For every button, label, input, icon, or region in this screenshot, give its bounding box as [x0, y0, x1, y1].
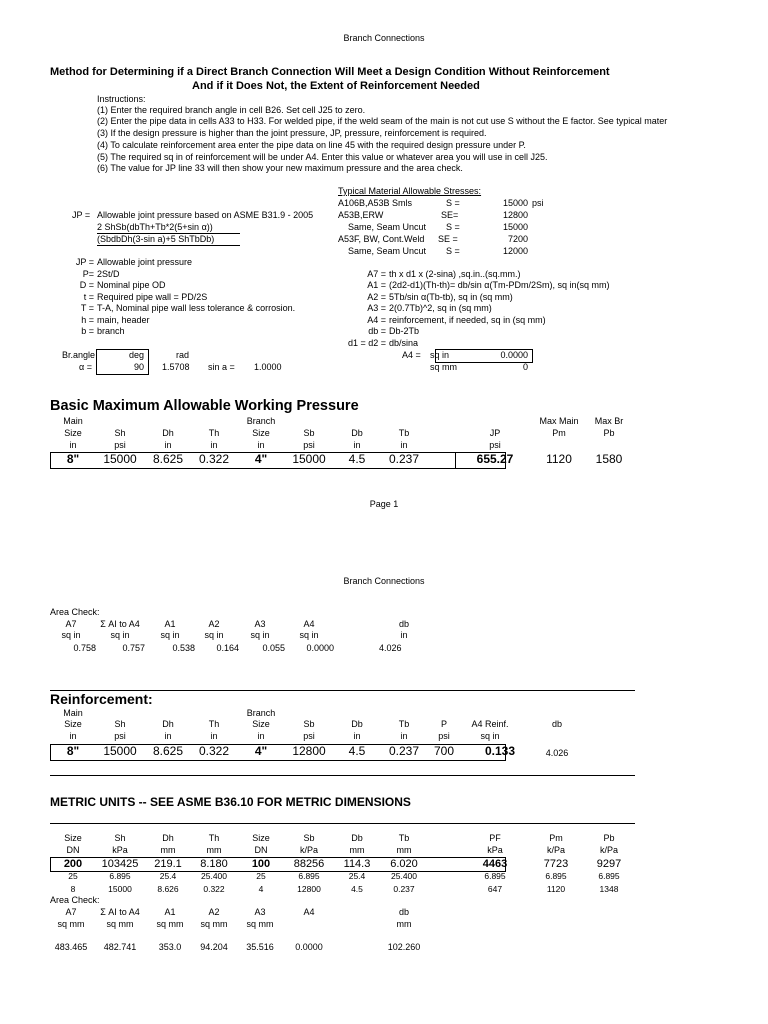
- metric-pf-value: 4463: [482, 858, 508, 870]
- reinf-head-3-4: in: [257, 731, 265, 741]
- reinf-value-0[interactable]: 8": [66, 744, 80, 758]
- basic-head-1-10: Max Br: [594, 416, 624, 426]
- metric-factor-7: 25.400: [391, 871, 417, 881]
- metric-head-1-5: Sb: [303, 833, 315, 843]
- area-check-header-4: A3: [254, 619, 266, 629]
- metric-factor-9: 6.895: [545, 871, 567, 881]
- def-sym-d: D =: [79, 280, 94, 290]
- jp-numerator: 2 ShSb(dbTh+Tb*2(5+sin α)): [97, 222, 213, 232]
- metric-head-2-5: k/Pa: [299, 845, 318, 855]
- def-text-h: main, header: [97, 315, 150, 325]
- basic-value-0[interactable]: 8": [66, 452, 80, 466]
- metric-head-1-0: Size: [64, 833, 82, 843]
- metric-title: METRIC UNITS -- SEE ASME B36.10 FOR METRIC DIMENSIONS: [50, 795, 411, 809]
- basic-head-1-0: Main: [63, 416, 83, 426]
- main-title-line2: And if it Does Not, the Extent of Reinforcement Needed: [192, 80, 480, 92]
- material-value-2: 12800: [502, 210, 528, 220]
- a4-reinforcement-value: 0.133: [484, 744, 515, 758]
- deg-label: deg: [128, 350, 144, 360]
- a4-input-label: A4 =: [402, 350, 421, 360]
- material-sym-2: SE=: [441, 210, 459, 220]
- alpha-label: α =: [79, 362, 92, 372]
- material-value-1: 15000: [502, 198, 528, 208]
- area-check-unit-2: sq in: [160, 630, 180, 640]
- branch-angle-value[interactable]: 90: [133, 362, 144, 372]
- metric-ac-header-1: Σ AI to A4: [100, 907, 140, 917]
- rad-value: 1.5708: [162, 362, 190, 372]
- metric-area-check-label: Area Check:: [50, 895, 100, 905]
- metric-value-1: 103425: [101, 858, 139, 870]
- metric-head-2-7: mm: [396, 845, 412, 855]
- def-sym-a7: A7 =: [367, 269, 386, 279]
- reinf-value-2[interactable]: 8.625: [152, 744, 184, 758]
- metric-ac-value-1: 482.741: [103, 942, 137, 952]
- metric-ac-unit-2: sq mm: [156, 919, 184, 929]
- def-sym-p: P=: [82, 269, 94, 279]
- a4-unit-sqin: sq in: [430, 350, 450, 360]
- reinf-head-3-6: in: [353, 731, 361, 741]
- running-title-1: Branch Connections: [343, 33, 425, 43]
- area-check-header-5: A4: [303, 619, 315, 629]
- reinf-head-2-4: Size: [252, 719, 270, 729]
- metric-ac-header-6: db: [398, 907, 409, 917]
- area-check-value-3: 0.164: [216, 643, 239, 653]
- metric-head-1-8: PF: [489, 833, 501, 843]
- a4-unit-sqmm: sq mm: [430, 362, 457, 372]
- metric-ac-value-0: 483.465: [54, 942, 88, 952]
- basic-head-3-8: psi: [489, 440, 501, 450]
- def-sym-t: t =: [83, 292, 94, 302]
- reinf-value-1[interactable]: 15000: [103, 744, 137, 758]
- metric-ac-value-4: 35.516: [246, 942, 274, 952]
- def-sym-a1: A1 =: [367, 280, 386, 290]
- metric-head-1-9: Pm: [549, 833, 563, 843]
- def-sym-d1d2: d1 = d2 =: [347, 338, 386, 348]
- basic-head-3-1: psi: [114, 440, 126, 450]
- material-value-5: 12000: [502, 246, 528, 256]
- basic-head-3-2: in: [164, 440, 172, 450]
- metric-head-2-3: mm: [206, 845, 222, 855]
- area-check-header-1: Σ AI to A4: [100, 619, 140, 629]
- instruction-4: (4) To calculate reinforcement area enter the pipe data on line 45 with the required design pressure under P.: [97, 140, 526, 150]
- area-check-unit-1: sq in: [110, 630, 130, 640]
- material-name-1: A106B,A53B Smls: [338, 198, 413, 208]
- metric-value-10: 9297: [596, 858, 622, 870]
- basic-head-3-6: in: [353, 440, 361, 450]
- material-name-4: A53F, BW, Cont.Weld: [338, 234, 425, 244]
- def-text-db: Db-2Tb: [389, 326, 420, 336]
- area-check-value-4: 0.055: [262, 643, 285, 653]
- basic-head-2-6: Db: [351, 428, 363, 438]
- def-text-a7: th x d1 x (2-sina) ,sq.in..(sq.mm.): [389, 269, 521, 279]
- metric-ac-unit-3: sq mm: [200, 919, 228, 929]
- basic-head-3-3: in: [210, 440, 218, 450]
- area-check-header-3: A2: [208, 619, 220, 629]
- metric-input-0: 8: [70, 884, 76, 894]
- instruction-1: (1) Enter the required branch angle in cell B26. Set cell J25 to zero.: [97, 105, 366, 115]
- basic-value-2[interactable]: 8.625: [152, 452, 184, 466]
- reinf-value-8[interactable]: 700: [433, 744, 455, 758]
- reinf-head-2-8: P: [440, 719, 447, 729]
- metric-input-4: 4: [258, 884, 264, 894]
- metric-ac-header-2: A1: [164, 907, 176, 917]
- metric-value-5: 88256: [293, 858, 325, 870]
- metric-value-3: 8.180: [200, 858, 228, 870]
- material-name-2: A53B,ERW: [338, 210, 384, 220]
- area-check-header-0: A7: [65, 619, 77, 629]
- def-sym-T: T =: [80, 303, 94, 313]
- area-check-header-2: A1: [164, 619, 176, 629]
- metric-factor-6: 25.4: [348, 871, 366, 881]
- basic-section-title: Basic Maximum Allowable Working Pressure: [50, 398, 359, 414]
- basic-head-1-4: Branch: [246, 416, 276, 426]
- running-title-2: Branch Connections: [343, 576, 425, 586]
- metric-input-5: 12800: [297, 884, 321, 894]
- metric-head-2-10: k/Pa: [599, 845, 618, 855]
- def-text-a3: 2(0.7Tb)^2, sq in (sq mm): [389, 303, 492, 313]
- reinf-head-2-9: A4 Reinf.: [471, 719, 509, 729]
- area-check-unit-0: sq in: [61, 630, 81, 640]
- metric-head-1-7: Tb: [398, 833, 410, 843]
- metric-ac-unit-1: sq mm: [106, 919, 134, 929]
- area-check-value-2: 0.538: [172, 643, 195, 653]
- def-text-p: 2St/D: [97, 269, 120, 279]
- basic-value-6[interactable]: 4.5: [348, 452, 366, 466]
- basic-value-9: 1120: [546, 452, 572, 466]
- instruction-5: (5) The required sq in of reinforcement will be under A4. Enter this value or whatever area you will use in cell J25.: [97, 152, 548, 162]
- basic-head-3-7: in: [400, 440, 408, 450]
- a4-value-sqin[interactable]: 0.0000: [500, 350, 528, 360]
- metric-value-6: 114.3: [343, 858, 371, 870]
- metric-ac-value-3: 94.204: [200, 942, 228, 952]
- metric-input-6: 4.5: [351, 884, 363, 894]
- area-check-value-5: 0.0000: [306, 643, 334, 653]
- def-text-a2: 5Tb/sin α(Tb-tb), sq in (sq mm): [389, 292, 513, 302]
- area-check-unit-4: sq in: [250, 630, 270, 640]
- def-text-T: T-A, Nominal pipe wall less tolerance & corrosion.: [97, 303, 296, 313]
- material-sym-3: S =: [446, 222, 460, 232]
- page-footer: Page 1: [369, 499, 399, 509]
- reinf-head-2-7: Tb: [398, 719, 410, 729]
- metric-head-2-8: kPa: [487, 845, 503, 855]
- metric-factor-1: 6.895: [109, 871, 131, 881]
- basic-head-2-8: JP: [489, 428, 501, 438]
- def-text-d: Nominal pipe OD: [97, 280, 166, 290]
- basic-head-2-0: Size: [64, 428, 82, 438]
- reinf-value-5[interactable]: 12800: [292, 744, 326, 758]
- reinf-head-2-10: db: [551, 719, 562, 729]
- reinf-head-3-1: psi: [114, 731, 126, 741]
- reinf-head-2-3: Th: [208, 719, 220, 729]
- metric-factor-3: 25.400: [201, 871, 227, 881]
- metric-value-4: 100: [251, 858, 271, 870]
- def-sym-h: h =: [81, 315, 94, 325]
- reinf-head-2-5: Sb: [303, 719, 315, 729]
- metric-head-2-6: mm: [349, 845, 365, 855]
- basic-value-5[interactable]: 15000: [292, 452, 326, 466]
- sin-value: 1.0000: [254, 362, 282, 372]
- def-text-jp: Allowable joint pressure: [97, 257, 193, 267]
- metric-head-1-4: Size: [252, 833, 270, 843]
- def-text-b: branch: [97, 326, 125, 336]
- reinf-head-2-6: Db: [351, 719, 363, 729]
- rad-label: rad: [176, 350, 190, 360]
- main-title-line1: Method for Determining if a Direct Branch Connection Will Meet a Design Condition Without Reinforcement: [50, 66, 610, 78]
- instruction-2: (2) Enter the pipe data in cells A33 to H33. For welded pipe, if the weld seam of the main is not cut use S without the E factor. See typical mater: [97, 116, 668, 126]
- def-text-a4: reinforcement, if needed, sq in (sq mm): [389, 315, 546, 325]
- metric-value-2: 219.1: [154, 858, 182, 870]
- metric-ac-value-2: 353.0: [158, 942, 182, 952]
- metric-value-9: 7723: [543, 858, 569, 870]
- metric-head-1-10: Pb: [603, 833, 615, 843]
- jp-result-value: 655.27: [476, 452, 514, 466]
- reinf-head-3-3: in: [210, 731, 218, 741]
- metric-ac-header-0: A7: [65, 907, 77, 917]
- a4-value-sqmm: 0: [522, 362, 528, 372]
- reinforcement-bottom-rule: [50, 775, 635, 776]
- metric-factor-0: 25: [68, 871, 78, 881]
- metric-input-10: 1348: [599, 884, 619, 894]
- metric-value-7: 6.020: [390, 858, 418, 870]
- material-sym-1: S =: [446, 198, 460, 208]
- material-sym-5: S =: [446, 246, 460, 256]
- metric-factor-8: 6.895: [484, 871, 506, 881]
- metric-head-2-0: DN: [66, 845, 80, 855]
- jp-denominator: (SbdbDh(3-sin a)+5 ShTbDb): [97, 234, 215, 244]
- reinf-head-2-2: Dh: [162, 719, 174, 729]
- reinf-head-2-1: Sh: [114, 719, 126, 729]
- instructions-label: Instructions:: [97, 94, 146, 104]
- basic-value-3[interactable]: 0.322: [198, 452, 230, 466]
- area-check-unit-5: sq in: [299, 630, 319, 640]
- metric-ac-value-5: 0.0000: [295, 942, 323, 952]
- reinf-head-1-4: Branch: [246, 708, 276, 718]
- metric-input-8: 647: [487, 884, 503, 894]
- jp-text: Allowable joint pressure based on ASME B31.9 - 2005: [97, 210, 314, 220]
- basic-head-1-9: Max Main: [539, 416, 579, 426]
- basic-head-2-10: Pb: [603, 428, 615, 438]
- def-text-a1: (2d2-d1)(Th-th)= db/sin α(Tm-PDm/2Sm), sq in(sq mm): [389, 280, 610, 290]
- instruction-3: (3) If the design pressure is higher than the joint pressure, JP, pressure, reinforcement is required.: [97, 128, 487, 138]
- def-sym-a4: A4 =: [367, 315, 386, 325]
- basic-head-2-3: Th: [208, 428, 220, 438]
- def-text-t: Required pipe wall = PD/2S: [97, 292, 208, 302]
- reinf-value-4[interactable]: 4": [254, 744, 268, 758]
- reinf-head-1-0: Main: [63, 708, 83, 718]
- basic-head-2-2: Dh: [162, 428, 174, 438]
- reinf-head-3-9: sq in: [480, 731, 500, 741]
- def-sym-jp: JP =: [75, 257, 94, 267]
- material-name-5: Same, Seam Uncut: [348, 246, 427, 256]
- area-check-value-1: 0.757: [122, 643, 145, 653]
- area-check-value-6: 4.026: [379, 643, 402, 653]
- basic-head-2-4: Size: [252, 428, 270, 438]
- branch-angle-label: Br.angle: [62, 350, 96, 360]
- def-sym-a2: A2 =: [367, 292, 386, 302]
- materials-header: Typical Material Allowable Stresses:: [338, 186, 482, 196]
- reinf-head-3-8: psi: [438, 731, 450, 741]
- reinf-head-3-2: in: [164, 731, 172, 741]
- basic-value-4[interactable]: 4": [254, 452, 268, 466]
- area-check-label: Area Check:: [50, 607, 100, 617]
- metric-head-1-1: Sh: [114, 833, 126, 843]
- area-check-unit-3: sq in: [204, 630, 224, 640]
- metric-ac-header-5: A4: [303, 907, 315, 917]
- reinf-head-3-5: psi: [303, 731, 315, 741]
- basic-value-1[interactable]: 15000: [103, 452, 137, 466]
- instruction-6: (6) The value for JP line 33 will then show your new maximum pressure and the area check.: [97, 163, 463, 173]
- basic-head-2-7: Tb: [398, 428, 410, 438]
- def-sym-db: db =: [368, 326, 386, 336]
- denominator-underline: [97, 245, 240, 246]
- sin-label: sin a =: [208, 362, 235, 372]
- jp-label: JP =: [72, 210, 91, 220]
- basic-value-7[interactable]: 0.237: [388, 452, 420, 466]
- basic-head-2-1: Sh: [114, 428, 126, 438]
- reinf-value-10: 4.026: [545, 748, 569, 758]
- material-value-4: 7200: [507, 234, 528, 244]
- metric-ac-header-3: A2: [208, 907, 220, 917]
- metric-factor-10: 6.895: [598, 871, 620, 881]
- material-sym-4: SE =: [438, 234, 458, 244]
- metric-ac-unit-0: sq mm: [57, 919, 85, 929]
- area-check-unit-6: in: [400, 630, 408, 640]
- metric-top-rule: [50, 823, 635, 824]
- metric-factor-4: 25: [256, 871, 266, 881]
- metric-input-7: 0.237: [393, 884, 415, 894]
- metric-head-2-4: DN: [254, 845, 268, 855]
- basic-head-3-0: in: [69, 440, 77, 450]
- basic-head-2-9: Pm: [552, 428, 566, 438]
- metric-head-1-2: Dh: [162, 833, 174, 843]
- metric-head-1-6: Db: [351, 833, 363, 843]
- metric-input-3: 0.322: [203, 884, 225, 894]
- reinforcement-title: Reinforcement:: [50, 691, 153, 707]
- metric-ac-header-4: A3: [254, 907, 266, 917]
- reinf-value-7[interactable]: 0.237: [388, 744, 420, 758]
- metric-factor-2: 25.4: [159, 871, 177, 881]
- basic-head-2-5: Sb: [303, 428, 315, 438]
- material-name-3: Same, Seam Uncut: [348, 222, 427, 232]
- metric-input-2: 8.626: [157, 884, 179, 894]
- metric-factor-5: 6.895: [298, 871, 320, 881]
- basic-head-3-5: psi: [303, 440, 315, 450]
- def-text-d1d2: db/sina: [389, 338, 419, 348]
- metric-ac-unit-6: mm: [396, 919, 412, 929]
- metric-input-9: 1120: [546, 884, 566, 894]
- def-sym-a3: A3 =: [367, 303, 386, 313]
- def-sym-b: b =: [81, 326, 94, 336]
- metric-ac-unit-4: sq mm: [246, 919, 274, 929]
- metric-input-1: 15000: [108, 884, 132, 894]
- area-check-header-6: db: [398, 619, 409, 629]
- basic-head-3-4: in: [257, 440, 265, 450]
- reinf-head-3-7: in: [400, 731, 408, 741]
- reinf-value-3[interactable]: 0.322: [198, 744, 230, 758]
- metric-ac-value-6: 102.260: [387, 942, 421, 952]
- reinf-head-3-0: in: [69, 731, 77, 741]
- area-check-value-0: 0.758: [73, 643, 96, 653]
- metric-head-1-3: Th: [208, 833, 220, 843]
- reinf-head-2-0: Size: [64, 719, 82, 729]
- reinf-value-6[interactable]: 4.5: [348, 744, 366, 758]
- metric-head-2-1: kPa: [112, 845, 128, 855]
- metric-head-2-9: k/Pa: [546, 845, 565, 855]
- basic-value-10: 1580: [595, 452, 623, 466]
- metric-head-2-2: mm: [160, 845, 176, 855]
- material-value-3: 15000: [502, 222, 528, 232]
- material-unit-1: psi: [532, 198, 544, 208]
- metric-value-0: 200: [63, 858, 83, 870]
